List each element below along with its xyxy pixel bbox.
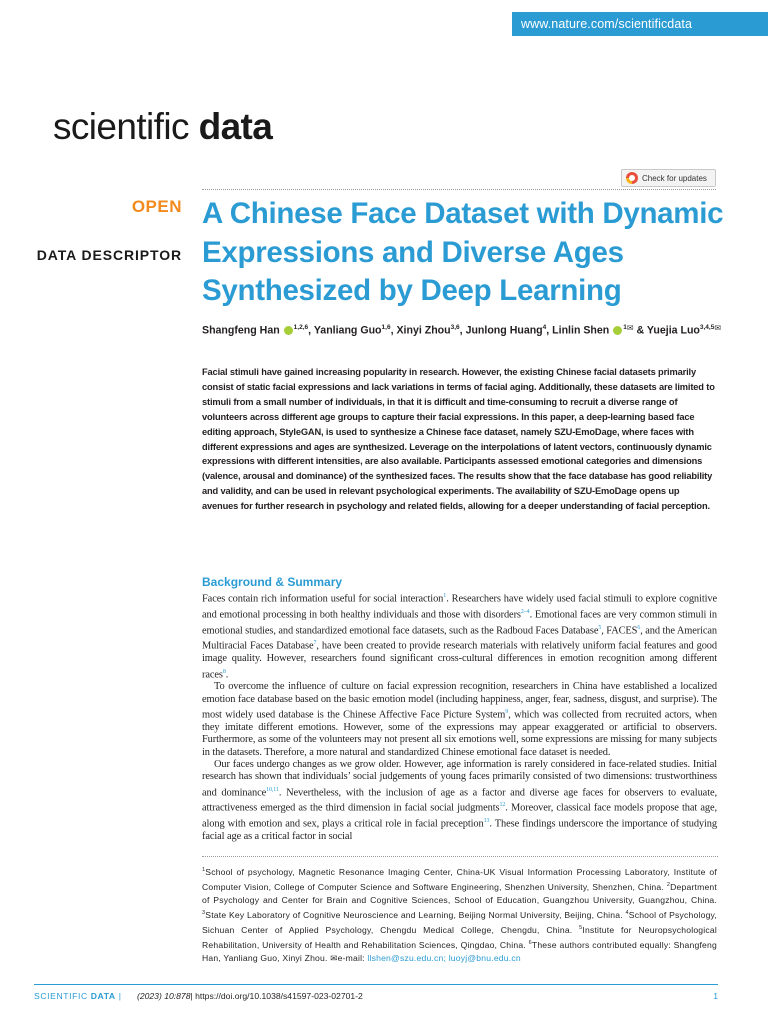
orcid-icon[interactable] [284, 326, 293, 335]
journal-url-banner[interactable]: www.nature.com/scientificdata [512, 12, 768, 36]
check-for-updates-label: Check for updates [642, 173, 707, 183]
footer-journal-bold: DATA [90, 991, 116, 1001]
author-affiliation-ref: 4 [542, 324, 547, 331]
footer-separator: | [118, 991, 121, 1001]
author-list: Shangfeng Han $^{1,2,6}$, Yanliang Guo$^{1,6}$, Xinyi Zhou$^{3,6}$, Junlong Huang$^4$, Linlin Shen $^{1✉}$ & Yuejia Luo$^{3,4,5✉}$ [202, 323, 722, 337]
footer-citation: (2023) 10:878 [136, 991, 191, 1001]
paragraph: To overcome the influence of culture on facial expression recognition, researchers in China have established a localized emotion face database based on the basic emotion model (including happiness, anger, fear, sadness, disgust, and surprise). The most widely used database is the Chinese Affective Face Picture System$^9$, which was collected from recruited actors, when they imitate different emotions. However, some of the expressions may appear exaggerated or artificial to observers. Furthermore, as some of the volunteers may not present all six emotions well, some expressions are missing for many subjects in the datasets. Therefore, a more natural and standardized Chinese emotional face dataset is needed. [202, 681, 717, 758]
contact-email-links[interactable]: llshen@szu.edu.cn; luoyj@bnu.edu.cn [367, 952, 521, 963]
affiliation-number: 2 [666, 881, 671, 888]
journal-logo-bold: data [198, 106, 273, 147]
footer-journal-light: SCIENTIFIC [34, 991, 91, 1001]
author-name[interactable]: Yanliang Guo [313, 324, 382, 337]
footer-journal [34, 991, 116, 1001]
affiliation-number: 5 [579, 924, 583, 931]
open-access-badge: OPEN [131, 197, 182, 216]
journal-logo-light: scientific [53, 106, 199, 147]
citation-ref[interactable]: 5 [598, 624, 602, 631]
check-for-updates-button[interactable] [621, 169, 716, 187]
abstract: Facial stimuli have gained increasing popularity in research. However, the existing Chinese facial datasets primarily consist of static facial expressions and lack variations in terms of facial aging. Additionally, these datasets are limited to stimuli from a small number of individuals, in that it is difficult and time-consuming to recruit a diverse range of volunteers across different age groups to capture their facial expressions. In this paper, a deep-learning based face editing approach, StyleGAN, is used to synthesize a Chinese face dataset, namely SZU-EmoDage, where faces with different expressions and ages are synthesized. Leverage on the interpolations of latent vectors, continuously dynamic expressions with different intensities, are also available. Participants assessed emotional categories and dimensions (valence, arousal and dominance) of the synthesized faces. The results show that the face database has good reliability and validity, and can be used in relevant psychological experiments. The availability of SZU-EmoDage opens up avenues for further research in psychology and related fields, allowing for a deeper understanding of facial perception. [202, 367, 715, 512]
author-name[interactable]: Yuejia Luo [646, 324, 700, 337]
citation-ref[interactable]: 2–4 [520, 608, 530, 615]
affiliation-number: 4 [625, 910, 629, 916]
page-footer [34, 991, 718, 1001]
citation-ref[interactable]: 1 [443, 593, 447, 599]
orcid-icon[interactable] [613, 326, 622, 335]
section-heading: Background & Summary [202, 575, 343, 589]
author-name[interactable]: Xinyi Zhou [396, 324, 451, 337]
citation-ref[interactable]: 13 [483, 818, 490, 825]
citation-ref[interactable]: 7 [313, 640, 317, 647]
article-title: A Chinese Face Dataset with Dynamic Expressions and Diverse Ages Synthesized by Deep Learning [202, 197, 724, 307]
affiliations: $^1$School of psychology, Magnetic Resonance Imaging Center, China-UK Visual Information Processing Laboratory, Institute of Computer Vision, College of Computer Science and Software Engineering, Shenzhen University, Shenzhen, China. $^2$Department of Psychology and Center for Brain and Cognitive Sciences, School of Education, Guangzhou University, Guangzhou, China. $^3$State Key Laboratory of Cognitive Neuroscience and Learning, Beijing Normal University, Beijing, China. $^4$School of Psychology, Sichuan Center of Applied Psychology, Chengdu Medical College, Chengdu, China. $^5$Institute for Neuropsychological Rehabilitation, University of Health and Rehabilitation Sciences, Qingdao, China. $^6$These authors contributed equally: Shangfeng Han, Yanliang Guo, Xinyi Zhou. ✉e-mail: llshen@szu.edu.cn; luoyj@bnu.edu.cn [202, 866, 717, 963]
citation-ref[interactable]: 12 [499, 802, 506, 809]
footer-divider [34, 984, 718, 985]
author-affiliation-ref: 1,6 [381, 324, 391, 331]
article-type-label: DATA DESCRIPTOR [36, 247, 182, 263]
author-name[interactable]: Linlin Shen [552, 324, 610, 337]
email-icon[interactable]: ✉ [626, 323, 634, 333]
footer-doi-link[interactable]: | https://doi.org/10.1038/s41597-023-02701-2 [190, 991, 363, 1001]
body-text [202, 590, 717, 843]
citation-ref[interactable]: 9 [505, 709, 509, 716]
affiliation-number: 6 [528, 939, 532, 946]
page-number: 1 [713, 991, 718, 1001]
author-affiliation-ref: 3,6 [450, 324, 460, 331]
paragraph: Our faces undergo changes as we grow older. However, age information is rarely considered in face-related studies. Initial research has shown that individuals’ social judgements of young faces primarily consisted of two dimensions: trustworthiness and dominance$^{10,11}$. Nevertheless, with the inclusion of age as a factor and diverse age faces for observers to evaluate, attractiveness emerged as the third dimension in facial social judgments$^{12}$. Moreover, classical face models propose that age, along with emotion and sex, plays a critical role in facial preception$^{13}$. These findings underscore the importance of studying facial age as a critical factor in social [202, 758, 718, 843]
author-affiliation-ref: 3,4,5 [699, 324, 715, 331]
crossmark-icon [626, 172, 638, 184]
author-name[interactable]: Shangfeng Han [202, 324, 280, 337]
author-name[interactable]: Junlong Huang [465, 324, 543, 337]
author-affiliation-ref: 1,2,6 [293, 324, 309, 331]
paragraph: Faces contain rich information useful for social interaction$^1$. Researchers have widely used facial stimuli to explore cognitive and emotional processing in both healthy individuals and those with disorders$^{2-4}$. Emotional faces are very common stimuli in emotional studies, and standardized emotional face datasets, such as the Radboud Faces Database$^5$, FACES$^6$, and the American Multiracial Faces Database$^7$, have been created to provide research materials with relatively uniform facial features and good image quality. However, researchers found significant cross-cultural differences in emotion recognition among different races$^8$. [202, 593, 717, 681]
author-affiliation-ref: 1 [623, 324, 627, 331]
affiliation-number: 1 [202, 867, 206, 873]
citation-ref[interactable]: 8 [222, 668, 226, 675]
email-icon[interactable]: ✉ [714, 323, 722, 333]
affiliations-divider [202, 856, 718, 857]
citation-ref[interactable]: 10,11 [266, 786, 279, 793]
citation-ref[interactable]: 6 [637, 624, 641, 631]
journal-logo [53, 104, 272, 150]
affiliation-number: 3 [202, 910, 206, 916]
title-divider [202, 189, 716, 190]
